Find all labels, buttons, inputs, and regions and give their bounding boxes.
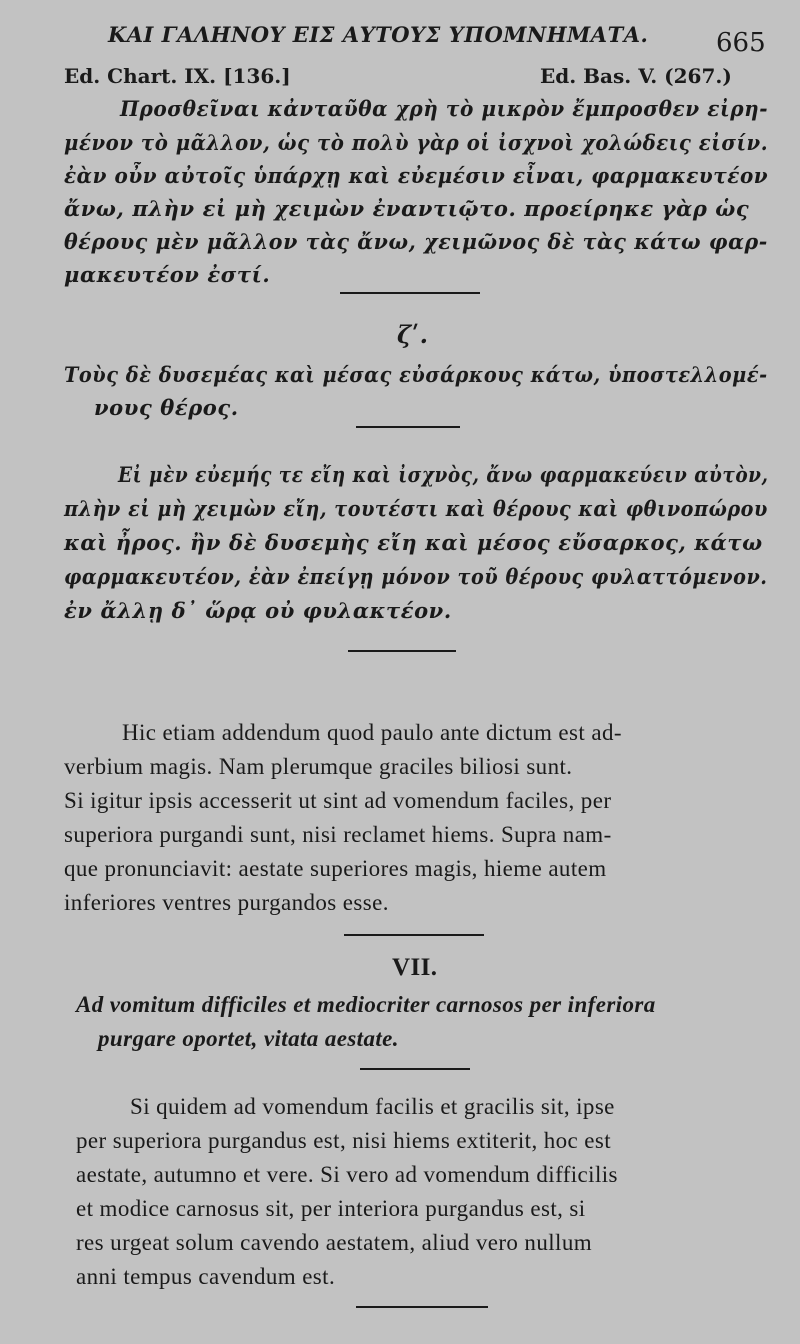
section-rule — [356, 1306, 488, 1308]
latin-comment-line: et modice carnosus sit, per interiora purgandus est, si — [76, 1196, 586, 1221]
greek-comment-line: Εἰ μὲν εὐεμής τε εἴη καὶ ἰσχνὸς, ἄνω φαρμακεύειν αὐτὸν, — [118, 462, 769, 487]
latin-section-number: VII. — [392, 954, 438, 981]
running-head: ΚΑΙ ΓΑΛΗΝΟΥ ΕΙΣ ΑΥΤΟΥΣ ΥΠΟΜΝΗΜΑΤΑ. — [108, 22, 649, 47]
greek-line: θέρους μὲν μᾶλλον τὰς ἄνω, χειμῶνος δὲ τὰς κάτω φαρ- — [64, 229, 768, 254]
greek-aphorism-line: Τοὺς δὲ δυσεμέας καὶ μέσας εὐσάρκους κάτω, ὑποστελλομέ- — [64, 362, 768, 387]
latin-comment-line: per superiora purgandus est, nisi hiems extiterit, hoc est — [76, 1128, 612, 1153]
greek-section-number: ζʹ. — [397, 320, 429, 349]
latin-comment-line: anni tempus cavendum est. — [76, 1264, 336, 1289]
latin-aphorism-line: purgare oportet, vitata aestate. — [98, 1026, 399, 1051]
greek-comment-line: ἐν ἄλλῃ δ᾽ ὥρᾳ οὐ φυλακτέον. — [64, 598, 452, 623]
section-rule — [356, 426, 460, 428]
greek-comment-line: καὶ ἦρος. ἢν δὲ δυσεμὴς εἴη καὶ μέσος εὔσαρκος, κάτω — [64, 530, 763, 555]
latin-comment-line: aestate, autumno et vere. Si vero ad vomendum difficilis — [76, 1162, 618, 1187]
latin-line: superiora purgandi sunt, nisi reclamet hiems. Supra nam- — [64, 822, 612, 847]
greek-comment-line: φαρμακευτέον, ἐὰν ἐπείγῃ μόνον τοῦ θέρους φυλαττόμενον. — [64, 564, 768, 589]
section-rule — [344, 934, 484, 936]
latin-line: verbium magis. Nam plerumque graciles biliosi sunt. — [64, 754, 573, 779]
section-rule — [348, 650, 456, 652]
latin-line: inferiores ventres purgandos esse. — [64, 890, 389, 915]
greek-line: Προσθεῖναι κἀνταῦθα χρὴ τὸ μικρὸν ἔμπροσθεν εἰρη- — [120, 96, 769, 121]
greek-line: μένον τὸ μᾶλλον, ὡς τὸ πολὺ γὰρ οἱ ἰσχνοὶ χολώδεις εἰσίν. — [64, 130, 769, 155]
latin-line: que pronunciavit: aestate superiores magis, hieme autem — [64, 856, 607, 881]
latin-aphorism-line: Ad vomitum difficiles et mediocriter carnosos per inferiora — [76, 992, 656, 1017]
section-rule — [340, 292, 480, 294]
section-rule — [360, 1068, 470, 1070]
page-number: 665 — [716, 28, 766, 58]
edition-bas-ref: Ed. Bas. V. (267.) — [540, 64, 732, 88]
latin-comment-line: res urgeat solum cavendo aestatem, aliud vero nullum — [76, 1230, 593, 1255]
edition-chart-ref: Ed. Chart. IX. [136.] — [64, 64, 291, 88]
greek-aphorism-line: νους θέρος. — [94, 395, 239, 420]
greek-line: ἄνω, πλὴν εἰ μὴ χειμὼν ἐναντιῷτο. προείρηκε γὰρ ὡς — [64, 196, 750, 221]
greek-comment-line: πλὴν εἰ μὴ χειμὼν εἴη, τουτέστι καὶ θέρους καὶ φθινοπώρου — [64, 496, 768, 521]
latin-comment-line: Si quidem ad vomendum facilis et gracilis sit, ipse — [130, 1094, 615, 1119]
latin-line: Hic etiam addendum quod paulo ante dictum est ad- — [122, 720, 622, 745]
greek-line: μακευτέον ἐστί. — [64, 262, 271, 287]
latin-line: Si igitur ipsis accesserit ut sint ad vomendum faciles, per — [64, 788, 612, 813]
greek-line: ἐὰν οὖν αὐτοῖς ὑπάρχῃ καὶ εὐεμέσιν εἶναι, φαρμακευτέον — [64, 163, 769, 188]
